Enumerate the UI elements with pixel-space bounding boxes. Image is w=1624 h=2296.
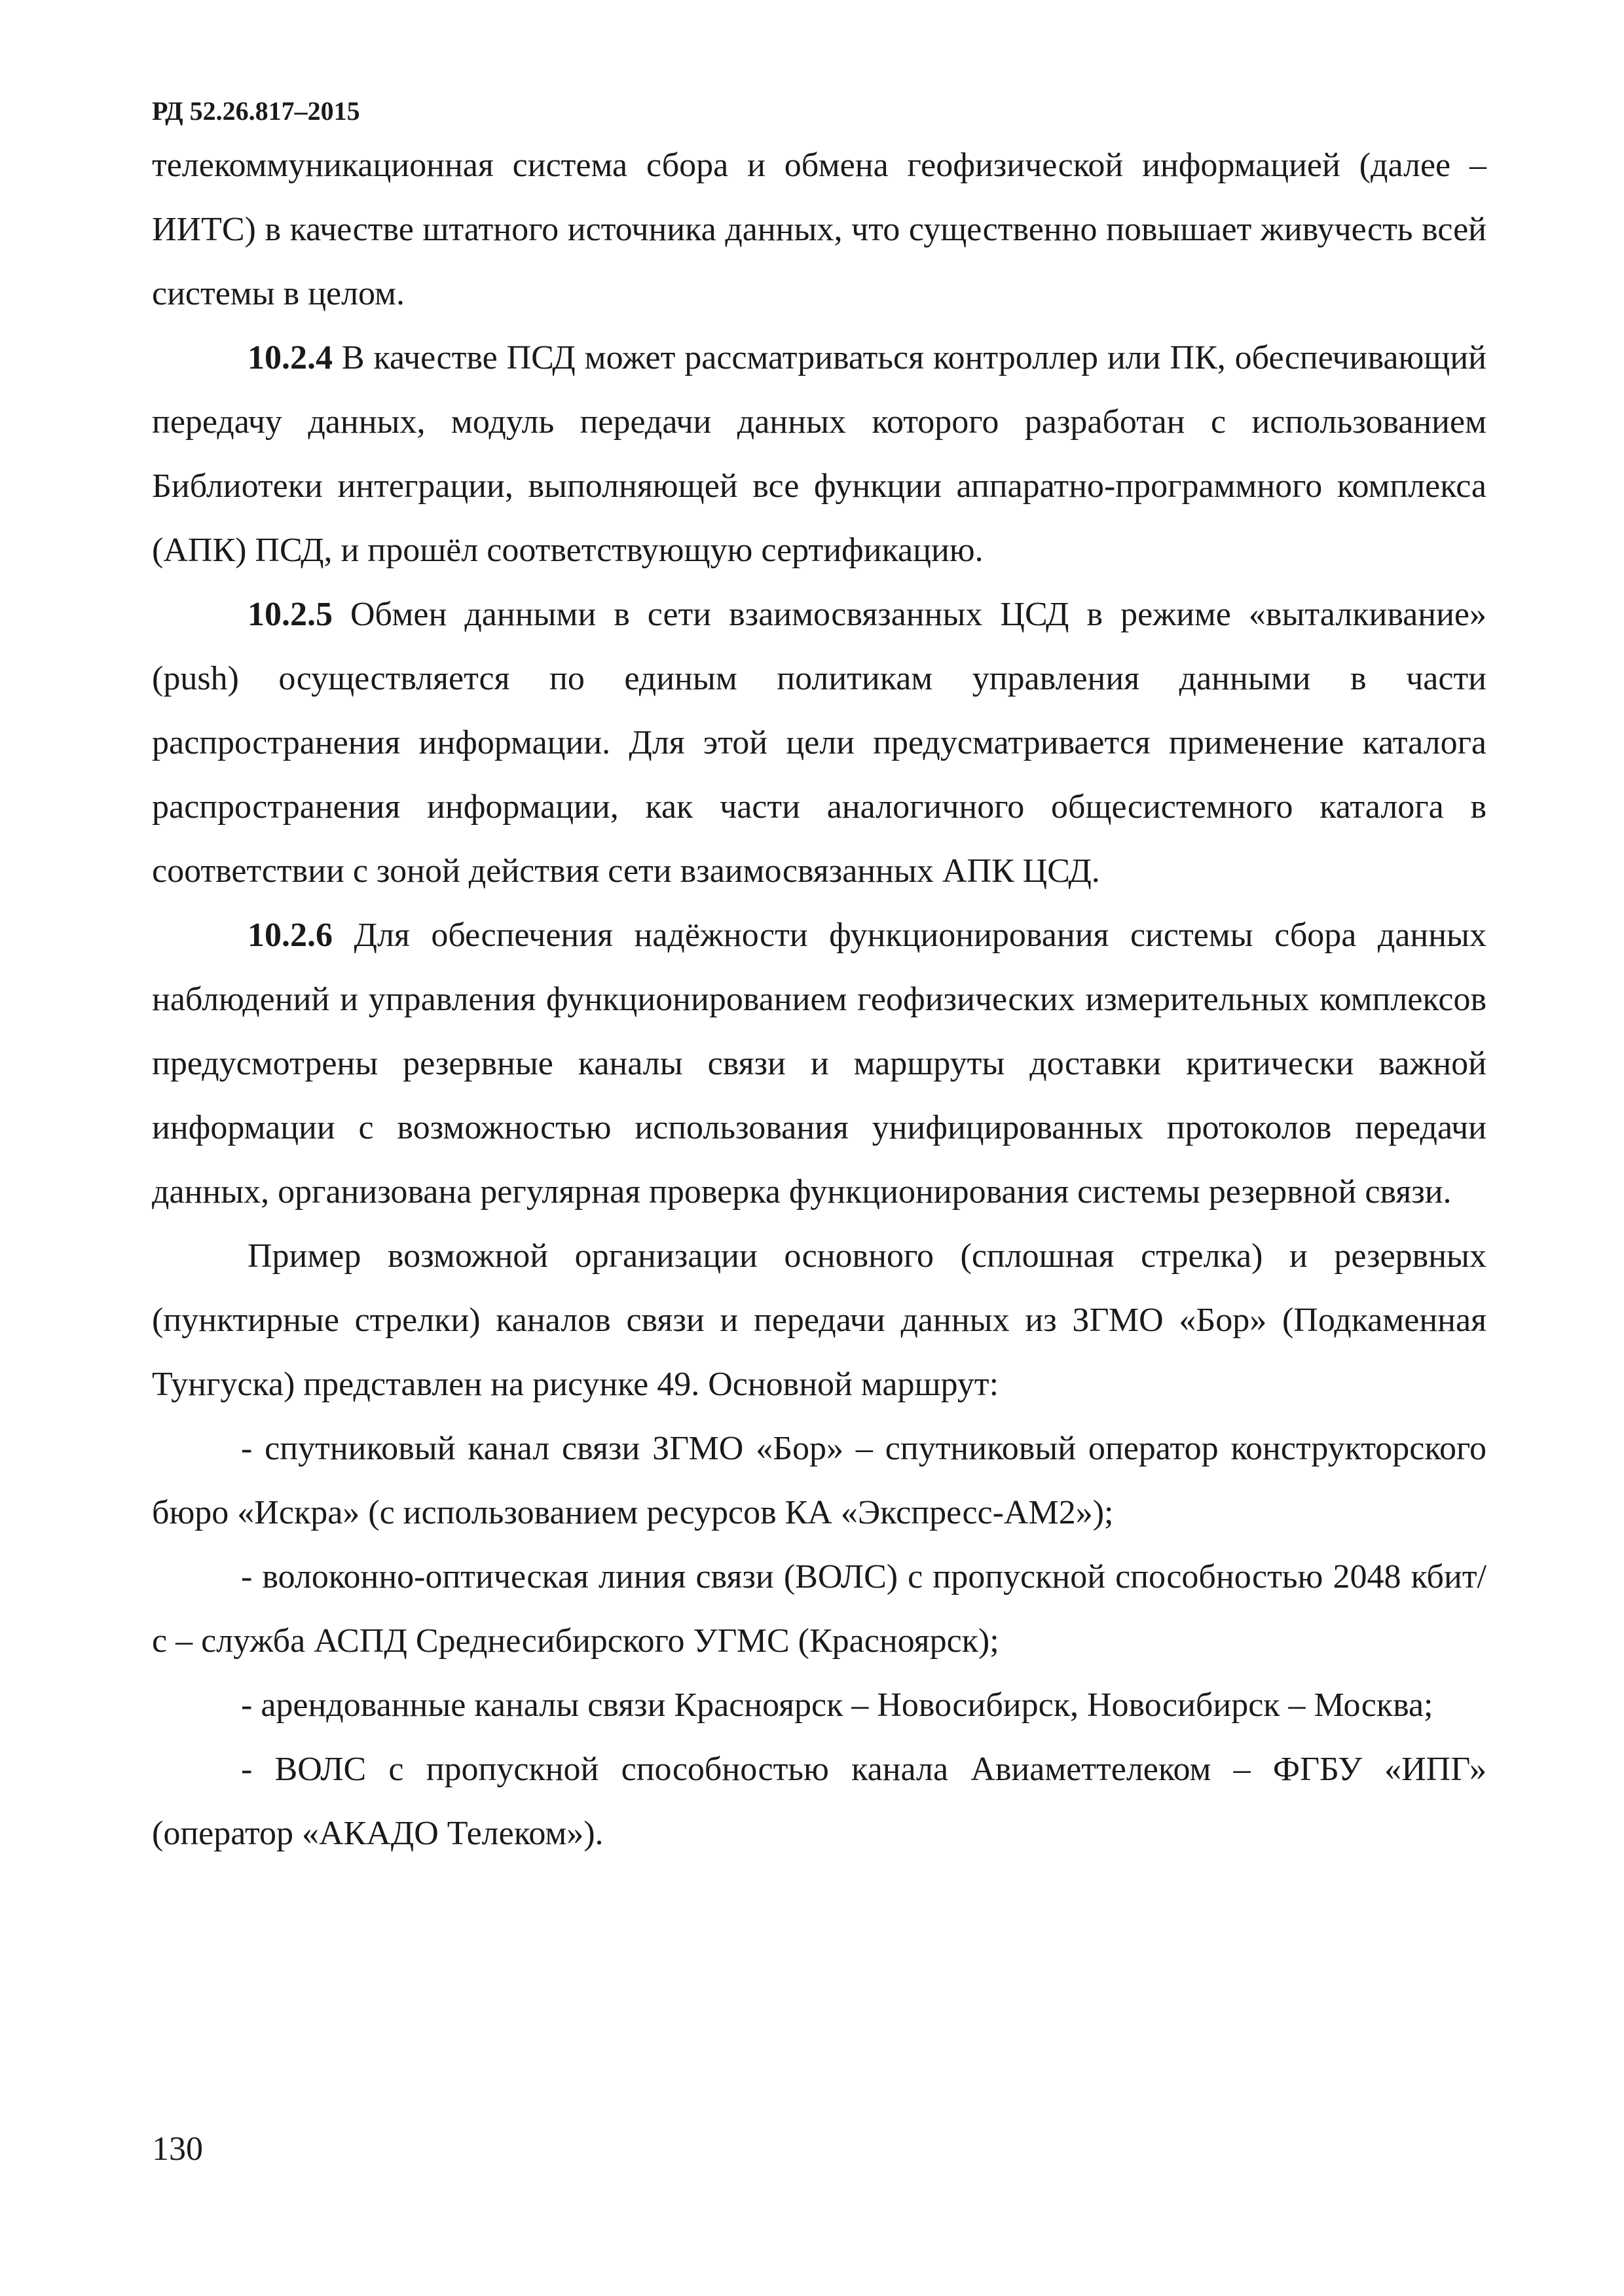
document-code: РД 52.26.817–2015 <box>152 96 360 126</box>
paragraph-text: Пример возможной организации основного (сплошная стрелка) и резервных (пунктирные стрелки) каналов связи и передачи данных из ЗГМО «Бор» (Подкаменная Тунгуска) представлен на рисунке 49. Основной маршрут: <box>152 1237 1486 1403</box>
paragraph-10-2-6 <box>152 903 1486 1224</box>
clause-number: 10.2.4 <box>248 339 333 376</box>
paragraph-text: Обмен данными в сети взаимосвязанных ЦСД в режиме «выталкивание» (push) осуществляется по единым политикам управления данными в части распространения информации. Для этой цели предусматривается применение каталога распространения информации, как части аналогичного общесистемного каталога в соответствии с зоной действия сети взаимосвязанных АПК ЦСД. <box>152 596 1486 890</box>
document-page <box>152 92 1486 1866</box>
clause-number: 10.2.6 <box>248 917 333 954</box>
paragraph-10-2-5 <box>152 583 1486 903</box>
paragraph-text: телекоммуникационная система сбора и обмена геофизической информацией (далее – ИИТС) в качестве штатного источника данных, что существенно повышает живучесть всей системы в целом. <box>152 147 1486 312</box>
page-number: 130 <box>152 2130 203 2168</box>
paragraph-text: В качестве ПСД может рассматриваться контроллер или ПК, обеспечивающий передачу данных, модуль передачи данных которого разработан с использованием Библиотеки интеграции, выполняющей все функции аппаратно-программного комплекса (АПК) ПСД, и прошёл соответствующую сертификацию. <box>152 339 1486 569</box>
clause-number: 10.2.5 <box>248 596 333 633</box>
route-list-item: - ВОЛС с пропускной способностью канала Авиаметтелеком – ФГБУ «ИПГ» (оператор «АКАДО Телеком»). <box>152 1751 1486 1852</box>
paragraph-example <box>152 1224 1486 1417</box>
route-list-item: - спутниковый канал связи ЗГМО «Бор» – спутниковый оператор конструкторского бюро «Искра» (с использованием ресурсов КА «Экспресс-АМ2»); <box>152 1430 1486 1531</box>
paragraph-text: Для обеспечения надёжности функционирования системы сбора данных наблюдений и управления функционированием геофизических измерительных комплексов предусмотрены резервные каналы связи и маршруты доставки критически важной информации с возможностью использования унифицированных протоколов передачи данных, организована регулярная проверка функционирования системы резервной связи. <box>152 917 1486 1211</box>
paragraph-continuation <box>152 134 1486 326</box>
route-list-item: - волоконно-оптическая линия связи (ВОЛС) с пропускной способностью 2048 кбит/с – служба АСПД Среднесибирского УГМС (Красноярск); <box>152 1558 1486 1660</box>
paragraph-10-2-4 <box>152 326 1486 583</box>
route-list-item: - арендованные каналы связи Красноярск – Новосибирск, Новосибирск – Москва; <box>241 1686 1433 1724</box>
